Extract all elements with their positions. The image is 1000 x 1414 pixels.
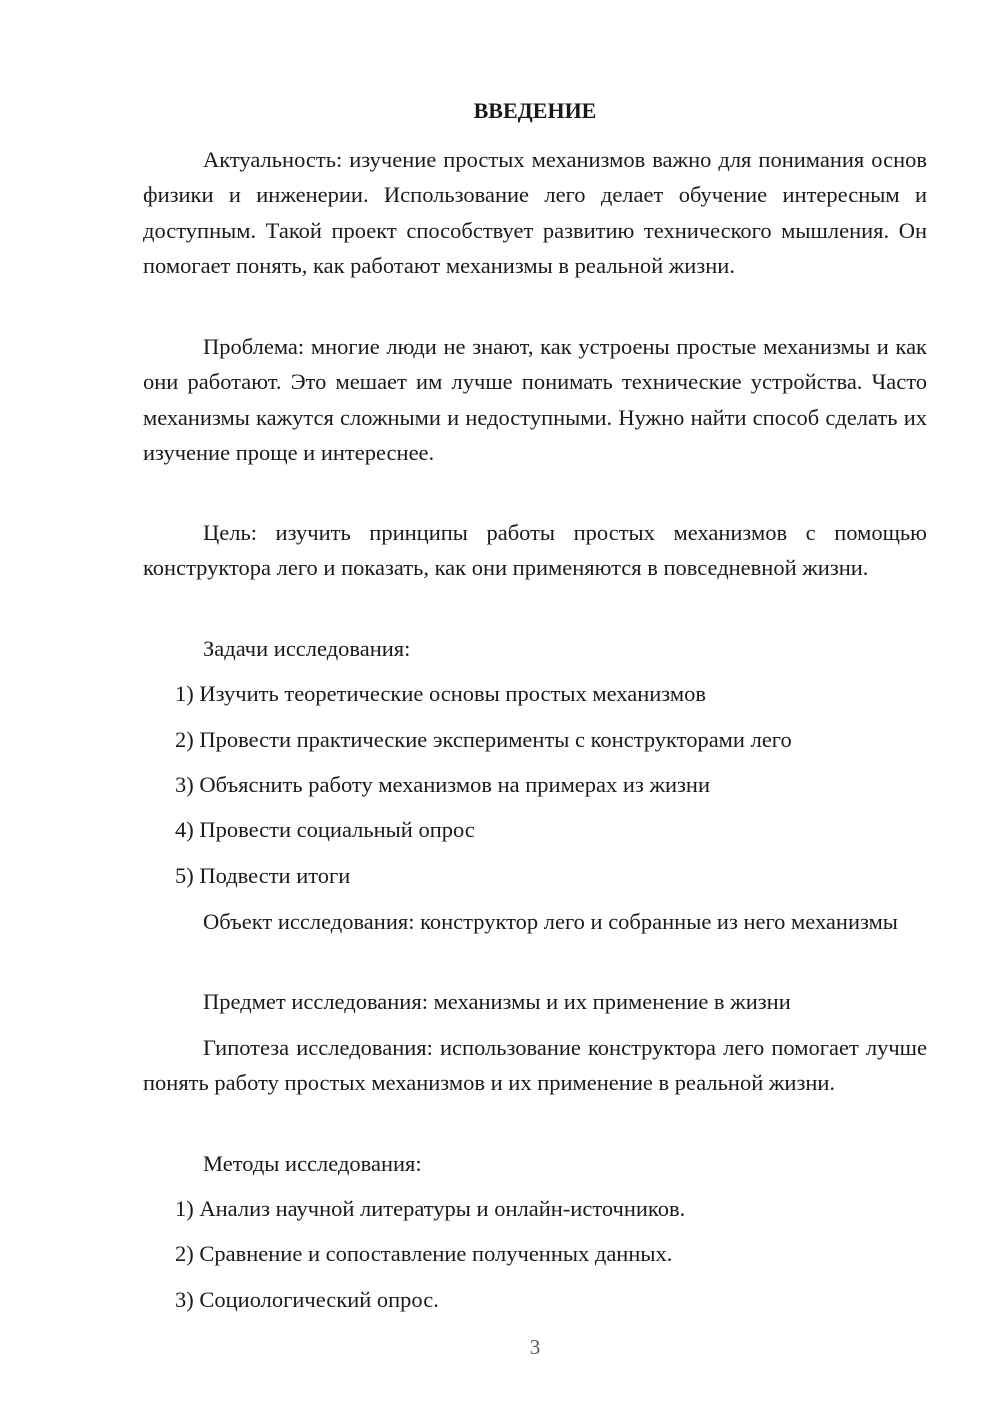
task-item: 5) Подвести итоги bbox=[175, 863, 351, 888]
tasks-heading: Задачи исследования: bbox=[203, 636, 411, 661]
method-item: 1) Анализ научной литературы и онлайн-источников. bbox=[175, 1196, 686, 1221]
paragraph-hypothesis: Гипотеза исследования: использование конструктора лего помогает лучше понять работу простых механизмов и их применение в реальной жизни. bbox=[143, 1035, 927, 1096]
paragraph-goal: Цель: изучить принципы работы простых механизмов с помощью конструктора лего и показать, как они применяются в повседневной жизни. bbox=[143, 520, 927, 581]
method-item: 3) Социологический опрос. bbox=[175, 1287, 439, 1312]
page-number: 3 bbox=[529, 1335, 541, 1359]
paragraph-problem: Проблема: многие люди не знают, как устроены простые механизмы и как они работают. Это мешает им лучше понимать технические устройства. Часто механизмы кажутся сложными и недоступными. Нужно найти способ сделать их изучение проще и интереснее. bbox=[143, 334, 927, 465]
paragraph-relevance: Актуальность: изучение простых механизмов важно для понимания основ физики и инженерии. Использование лего делает обучение интересным и доступным. Такой проект способствует развитию технического мышления. Он помогает понять, как работают механизмы в реальной жизни. bbox=[143, 147, 927, 278]
task-item: 1) Изучить теоретические основы простых механизмов bbox=[175, 681, 706, 706]
paragraph-subject: Предмет исследования: механизмы и их применение в жизни bbox=[203, 989, 791, 1014]
method-item: 2) Сравнение и сопоставление полученных данных. bbox=[175, 1241, 673, 1266]
page-title: ВВЕДЕНИЕ bbox=[473, 98, 597, 123]
task-item: 3) Объяснить работу механизмов на примерах из жизни bbox=[175, 772, 711, 797]
methods-heading: Методы исследования: bbox=[203, 1151, 422, 1176]
paragraph-object: Объект исследования: конструктор лего и собранные из него механизмы bbox=[203, 909, 898, 934]
task-item: 2) Провести практические эксперименты с конструкторами лего bbox=[175, 727, 792, 752]
task-item: 4) Провести социальный опрос bbox=[175, 817, 475, 842]
